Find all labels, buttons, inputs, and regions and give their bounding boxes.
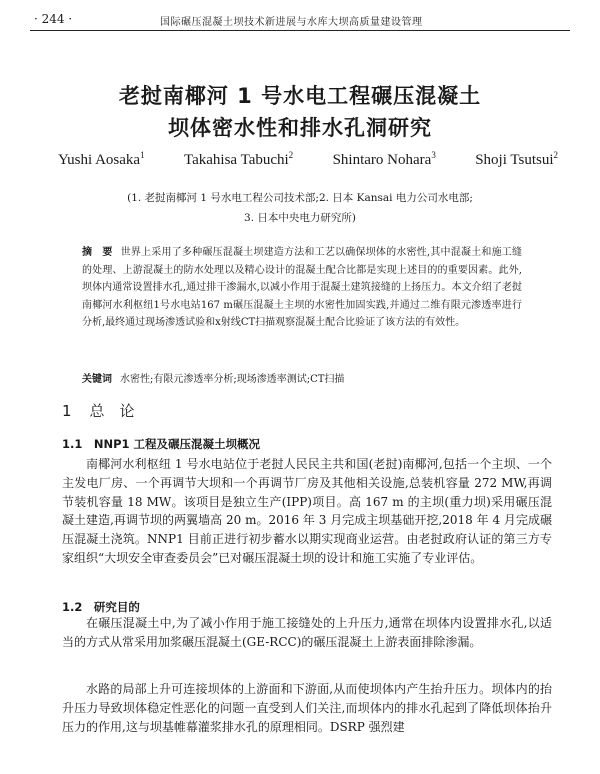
keywords-text: 水密性;有限元渗透率分析;现场渗透率测试;CT扫描	[120, 374, 345, 385]
page-number: · 244 ·	[34, 12, 73, 26]
section-number: 1	[62, 402, 72, 420]
running-header	[30, 10, 570, 32]
body-paragraph: 在碾压混凝土中,为了减小作用于施工接缝处的上升压力,通常在坝体内设置排水孔,以适当的方式从常采用加浆碾压混凝土(GE-RCC)的碾压混凝土上游表面排除渗漏。	[62, 616, 552, 649]
header-rule	[30, 30, 570, 31]
author: Shoji Tsutsui$^2$	[475, 150, 558, 168]
abstract-text: 世界上采用了多种碾压混凝土坝建造方法和工艺以确保坝体的水密性,其中混凝土和施工缝的处理、上游混凝土的防水处理以及精心设计的混凝土配合比都是实现上述目的的重要因素。此外,坝体内通常设置排水孔,通过排干渗漏水,以减小作用于混凝土建筑接缝的上扬压力。本文介绍了老挝南椰河水利枢纽1号水电站167 m碾压混凝土主坝的水密性加固实践,并通过二维有限元渗透率进行分析,最终通过现场渗透试验和x射线CT扫描观察混凝土配合比验证了该方法的有效性。	[82, 247, 523, 328]
keywords-label: 关键词	[82, 374, 112, 385]
subsection-heading: 1.2 研究目的	[62, 600, 140, 614]
body-paragraph: 水路的局部上升可连接坝体的上游面和下游面,从而使坝体内产生抬升压力。坝体内的抬升压力导致坝体稳定性恶化的问题一直受到人们关注,而坝体内的排水孔起到了降低坝体抬升压力的作用,这与坝基帷幕灌浆排水孔的原理相同。DSRP 强烈建	[62, 682, 552, 734]
keywords	[82, 370, 522, 385]
paper-title-line-1: 老挝南椰河 1 号水电工程碾压混凝土	[118, 84, 482, 108]
abstract	[82, 244, 522, 332]
abstract-label: 摘 要	[82, 247, 113, 258]
affiliation-line-2: 3. 日本中央电力研究所)	[244, 212, 356, 224]
journal-title: 国际碾压混凝土坝技术新进展与水库大坝高质量建设管理	[160, 17, 423, 28]
author-list	[58, 150, 558, 169]
affiliation-line-1: (1. 老挝南椰河 1 号水电工程公司技术部;2. 日本 Kansai 电力公司水电部;	[127, 192, 473, 204]
section-title: 总 论	[89, 402, 135, 420]
paper-title-line-2: 坝体密水性和排水孔洞研究	[168, 116, 432, 140]
subsection-heading: 1.1 NNP1 工程及碾压混凝土坝概况	[62, 437, 261, 451]
author: Shintaro Nohara$^3$	[332, 150, 436, 168]
author: Takahisa Tabuchi$^2$	[184, 150, 294, 168]
author: Yushi Aosaka$^1$	[58, 150, 145, 168]
section-heading	[62, 400, 135, 421]
body-paragraph: 南椰河水利枢纽 1 号水电站位于老挝人民民主共和国(老挝)南椰河,包括一个主坝、一个主发电厂房、一个再调节大坝和一个再调节厂房及其他相关设施,总装机容量 272 MW,再调节装机容量 18 MW。该项目是独立生产(IPP)项目。高 167 m 的主坝(重力坝)采用碾压混凝土建造,再调节坝的两翼墙高 20 m。2016 年 3 月完成主坝基础开挖,2018 年 4 月完成碾压混凝土浇筑。NNP1 目前正进行初步蓄水以期实现商业运营。由老挝政府认证的第三方专家组织“大坝安全审查委员会”已对碾压混凝土坝的设计和施工实施了专业评估。	[62, 457, 552, 565]
